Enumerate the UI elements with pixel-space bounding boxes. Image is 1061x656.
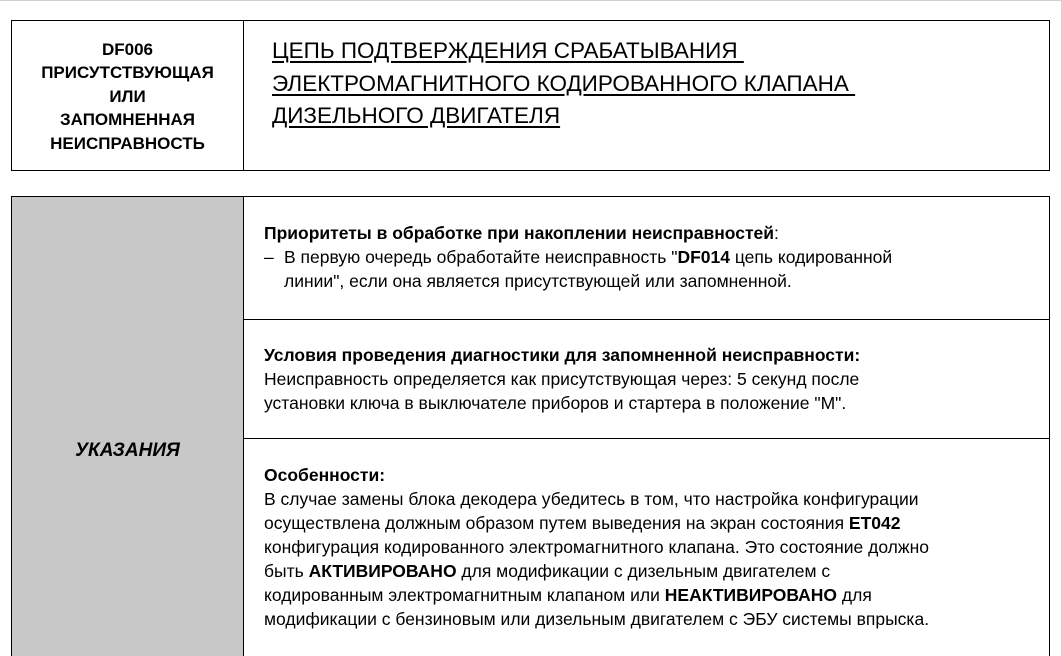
fault-status-line-4: НЕИСПРАВНОСТЬ (50, 133, 205, 153)
fault-title-line-3: ДИЗЕЛЬНОГО ДВИГАТЕЛЯ (272, 103, 561, 128)
features-line-5: кодированным электромагнитным клапаном или НЕАКТИВИРОВАНО для (264, 585, 872, 605)
fault-status-line-2: ИЛИ (109, 86, 146, 106)
fault-code: DF006 (101, 39, 154, 59)
fault-code-ref: DF014 (677, 247, 730, 267)
fault-title-cell (244, 21, 1049, 170)
conditions-text-line-1: Неисправность определяется как присутствующая через: 5 секунд после (264, 369, 860, 389)
features-section (244, 439, 1049, 656)
activated-term: АКТИВИРОВАНО (308, 561, 457, 581)
notes-table (11, 196, 1050, 656)
notes-side-cell (12, 197, 244, 656)
fault-title-line-1: ЦЕПЬ ПОДТВЕРЖДЕНИЯ СРАБАТЫВАНИЯ (272, 38, 744, 63)
conditions-heading: Условия проведения диагностики для запомненной неисправности: (264, 345, 861, 365)
features-line-2: осуществлена должным образом путем выведения на экран состояния ET042 (264, 513, 901, 533)
notes-label: УКАЗАНИЯ (75, 440, 180, 461)
features-line-1: В случае замены блока декодера убедитесь в том, что настройка конфигурации (264, 489, 919, 509)
features-line-4: быть АКТИВИРОВАНО для модификации с дизельным двигателем с (264, 561, 831, 581)
features-heading: Особенности: (264, 465, 386, 485)
fault-status-line-3: ЗАПОМНЕННАЯ (60, 110, 195, 130)
priorities-heading: Приоритеты в обработке при накоплении неисправностей: (264, 223, 779, 243)
notes-content (244, 197, 1049, 656)
priorities-item: – В первую очередь обработайте неисправность "DF014 цепь кодированной (264, 247, 893, 267)
state-code-ref: ET042 (848, 513, 901, 533)
priorities-item-cont: линии", если она является присутствующей или запомненной. (284, 271, 792, 291)
fault-header-table (11, 20, 1050, 171)
conditions-text-line-2: установки ключа в выключателе приборов и стартера в положение "M". (264, 393, 847, 413)
fault-status-line-1: ПРИСУТСТВУЮЩАЯ (41, 63, 214, 83)
deactivated-term: НЕАКТИВИРОВАНО (664, 585, 838, 605)
features-line-6: модификации с бензиновым или дизельным двигателем с ЭБУ системы впрыска. (264, 609, 930, 629)
priorities-section (244, 197, 1049, 320)
page-top-rule (0, 0, 1061, 1)
fault-code-cell (12, 21, 244, 170)
conditions-section (244, 320, 1049, 439)
fault-title-line-2: ЭЛЕКТРОМАГНИТНОГО КОДИРОВАННОГО КЛАПАНА (272, 70, 856, 96)
features-line-3: конфигурация кодированного электромагнитного клапана. Это состояние должно (264, 537, 929, 557)
